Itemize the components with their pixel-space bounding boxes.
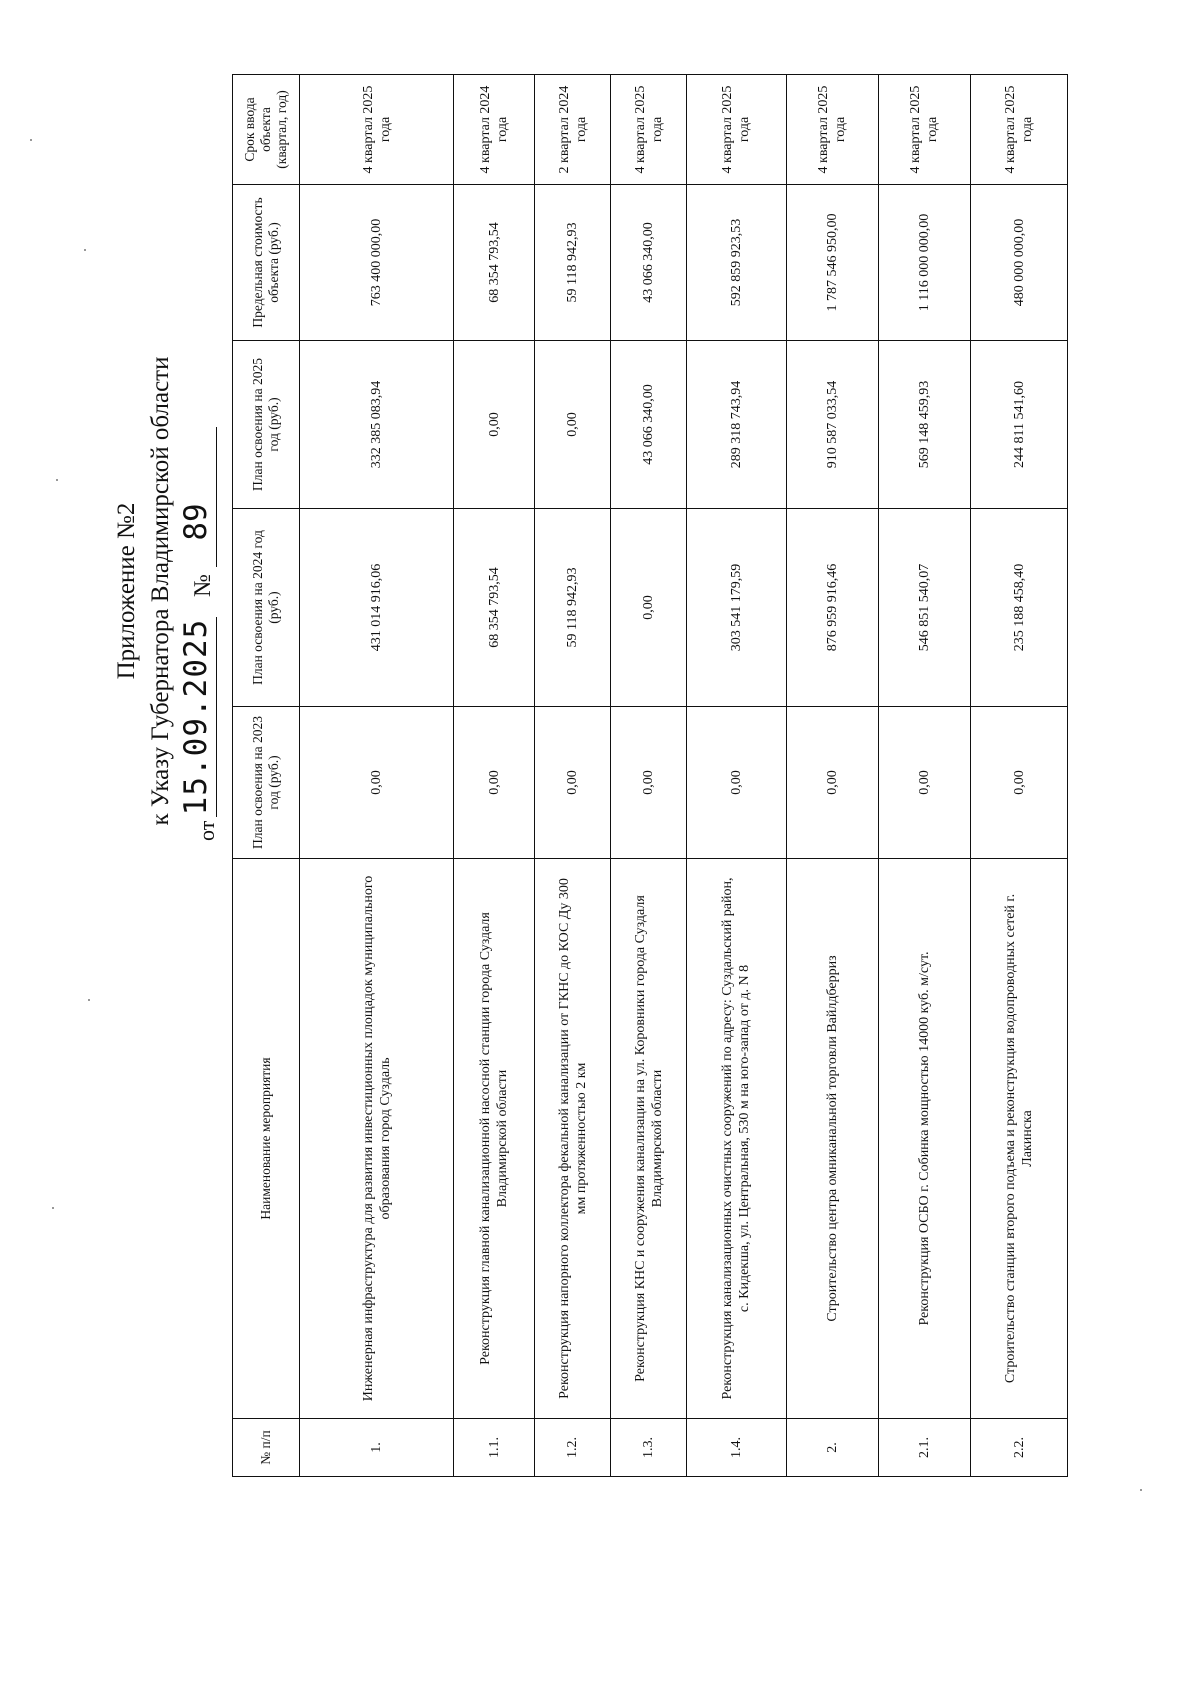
row-cost: 1 116 000 000,00	[878, 185, 970, 341]
scan-speck	[56, 479, 58, 481]
row-cost: 1 787 546 950,00	[786, 185, 878, 341]
row-term: 4 квартал 2025 года	[971, 75, 1068, 185]
decree-date-number-line	[176, 381, 220, 941]
row-term: 4 квартал 2024 года	[454, 75, 535, 185]
col-header-plan-2023: План освоения на 2023 год (руб.)	[233, 707, 300, 859]
row-plan-2025: 244 811 541,60	[971, 341, 1068, 509]
date-underline	[216, 617, 217, 817]
row-cost: 68 354 793,54	[454, 185, 535, 341]
row-cost: 59 118 942,93	[535, 185, 611, 341]
scan-speck	[30, 139, 32, 141]
row-name: Реконструкция напорного коллектора фекальной канализации от ГКНС до КОС Ду 300 мм протяженностью 2 км	[535, 859, 611, 1419]
row-plan-2025: 0,00	[454, 341, 535, 509]
row-plan-2023: 0,00	[535, 707, 611, 859]
row-term: 4 квартал 2025 года	[687, 75, 786, 185]
row-plan-2025: 332 385 083,94	[299, 341, 454, 509]
row-num: 1.2.	[535, 1419, 611, 1477]
row-plan-2023: 0,00	[299, 707, 454, 859]
row-cost: 763 400 000,00	[299, 185, 454, 341]
scan-speck	[88, 999, 90, 1001]
table-row	[299, 75, 454, 1477]
row-num: 1.4.	[687, 1419, 786, 1477]
row-plan-2024: 431 014 916,06	[299, 509, 454, 707]
row-plan-2023: 0,00	[687, 707, 786, 859]
row-plan-2024: 876 959 916,46	[786, 509, 878, 707]
row-plan-2023: 0,00	[786, 707, 878, 859]
scan-speck	[1140, 1489, 1142, 1491]
row-plan-2024: 303 541 179,59	[687, 509, 786, 707]
row-plan-2024: 68 354 793,54	[454, 509, 535, 707]
table-header-row	[233, 75, 300, 1477]
row-plan-2025: 569 148 459,93	[878, 341, 970, 509]
row-plan-2025: 0,00	[535, 341, 611, 509]
row-plan-2024: 235 188 458,40	[971, 509, 1068, 707]
row-name: Реконструкция главной канализационной насосной станции города Суздаля Владимирской области	[454, 859, 535, 1419]
row-num: 2.2.	[971, 1419, 1068, 1477]
appendix-title: Приложение №2	[113, 502, 140, 680]
row-plan-2025: 910 587 033,54	[786, 341, 878, 509]
number-sign: №	[190, 574, 216, 597]
col-header-cost: Предельная стоимость объекта (руб.)	[233, 185, 300, 341]
row-name: Реконструкция канализационных очистных сооружений по адресу: Суздальский район, с. Кидекша, ул. Центральная, 530 м на юго-запад от д. N 8	[687, 859, 786, 1419]
row-plan-2023: 0,00	[971, 707, 1068, 859]
from-label: от	[194, 820, 219, 841]
col-header-plan-2025: План освоения на 2025 год (руб.)	[233, 341, 300, 509]
appendix-header	[112, 181, 230, 1001]
col-header-num: № п/п	[233, 1419, 300, 1477]
scan-speck	[84, 249, 86, 251]
appendix-subtitle: к Указу Губернатора Владимирской области	[147, 356, 174, 826]
objects-table	[232, 74, 1068, 1477]
row-plan-2024: 0,00	[611, 509, 687, 707]
row-term: 4 квартал 2025 года	[786, 75, 878, 185]
table-row	[535, 75, 611, 1477]
row-term: 4 квартал 2025 года	[299, 75, 454, 185]
row-plan-2023: 0,00	[454, 707, 535, 859]
row-num: 2.	[786, 1419, 878, 1477]
row-plan-2025: 289 318 743,94	[687, 341, 786, 509]
row-num: 2.1.	[878, 1419, 970, 1477]
table-row	[971, 75, 1068, 1477]
row-plan-2024: 59 118 942,93	[535, 509, 611, 707]
objects-table-body	[233, 75, 1068, 1477]
row-num: 1.	[299, 1419, 454, 1477]
number-underline	[216, 427, 217, 567]
table-row	[454, 75, 535, 1477]
row-cost: 43 066 340,00	[611, 185, 687, 341]
row-plan-2025: 43 066 340,00	[611, 341, 687, 509]
row-name: Строительство центра омниканальной торговли Вайлдберриз	[786, 859, 878, 1419]
table-row	[878, 75, 970, 1477]
row-num: 1.1.	[454, 1419, 535, 1477]
col-header-name: Наименование мероприятия	[233, 859, 300, 1419]
row-term: 4 квартал 2025 года	[611, 75, 687, 185]
row-cost: 480 000 000,00	[971, 185, 1068, 341]
decree-number: 89	[178, 503, 214, 541]
table-row	[786, 75, 878, 1477]
row-num: 1.3.	[611, 1419, 687, 1477]
row-plan-2024: 546 851 540,07	[878, 509, 970, 707]
col-header-plan-2024: План освоения на 2024 год (руб.)	[233, 509, 300, 707]
decree-date: 15.09.2025	[178, 618, 214, 816]
row-term: 2 квартал 2024 года	[535, 75, 611, 185]
row-name: Реконструкция КНС и сооружения канализации на ул. Коровники города Суздаля Владимирской области	[611, 859, 687, 1419]
row-cost: 592 859 923,53	[687, 185, 786, 341]
row-plan-2023: 0,00	[611, 707, 687, 859]
table-row	[687, 75, 786, 1477]
col-header-term: Срок ввода объекта (квартал, год)	[233, 75, 300, 185]
row-term: 4 квартал 2025 года	[878, 75, 970, 185]
row-name: Строительство станции второго подъема и реконструкция водопроводных сетей г. Лакинска	[971, 859, 1068, 1419]
scan-speck	[52, 1207, 54, 1209]
row-name: Инженерная инфраструктура для развития инвестиционных площадок муниципального образования город Суздаль	[299, 859, 454, 1419]
table-row	[611, 75, 687, 1477]
row-plan-2023: 0,00	[878, 707, 970, 859]
row-name: Реконструкция ОСБО г. Собинка мощностью 14000 куб. м/сут.	[878, 859, 970, 1419]
